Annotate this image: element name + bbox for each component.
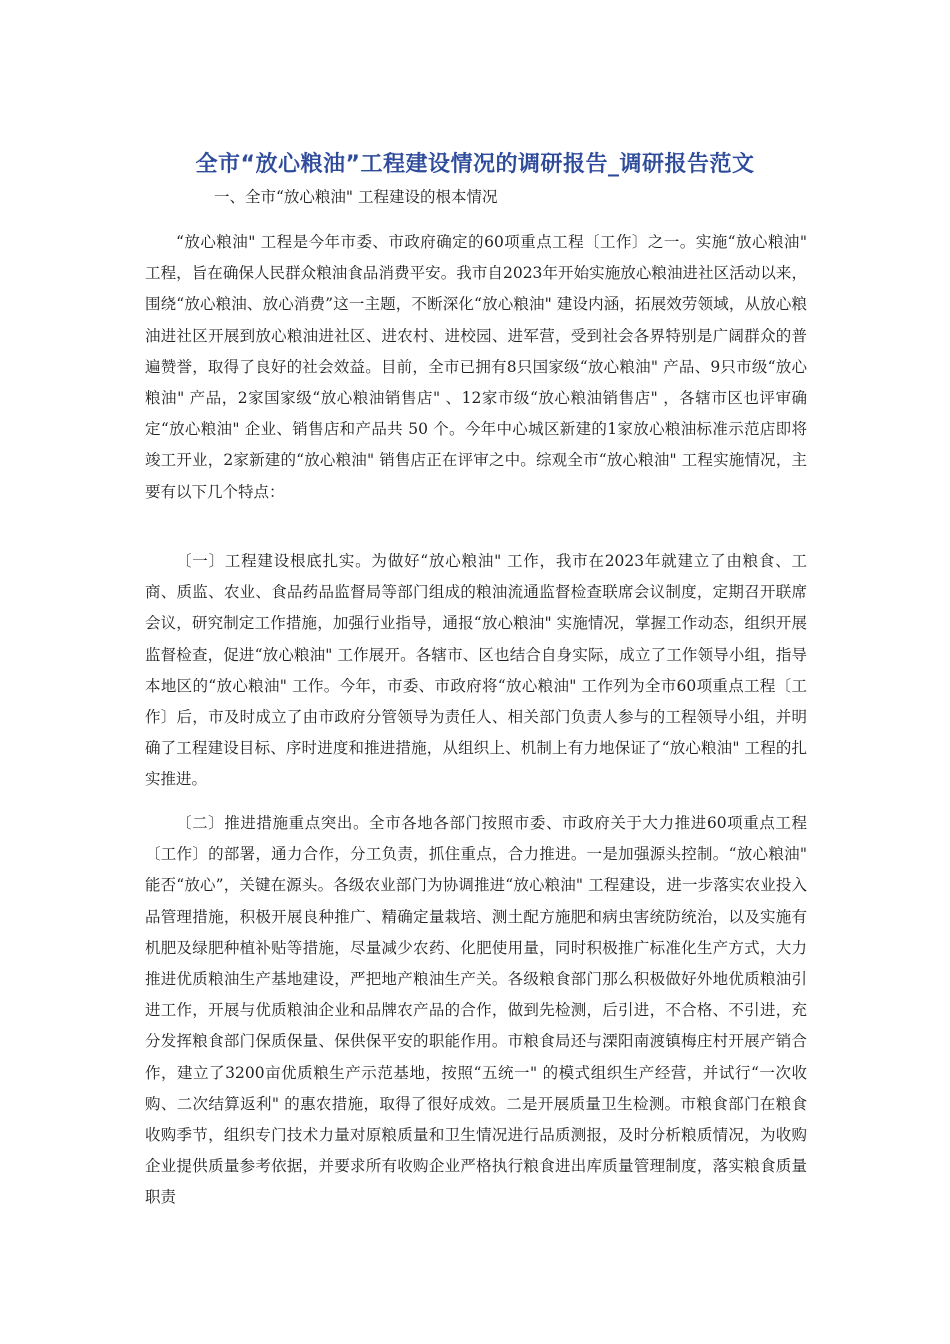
- paragraph-overview: “放心粮油" 工程是今年市委、市政府确定的60项重点工程〔工作〕之一。实施“放心粮油" 工程，旨在确保人民群众粮油食品消费平安。我市自2023年开始实施放心粮油进社区活动以来，围绕“放心粮油、放心消费”这一主题，不断深化“放心粮油" 建设内涵，拓展效劳领域，从放心粮油进社区开展到放心粮油进社区、进农村、进校园、进军营，受到社会各界特别是广阔群众的普遍赞誉，取得了良好的社会效益。目前，全市已拥有8只国家级“放心粮油" 产品、9只市级“放心粮油" 产品，2家国家级“放心粮油销售店" 、12家市级“放心粮油销售店" ，各辖市区也评审确定“放心粮油" 企业、销售店和产品共 50 个。今年中心城区新建的1家放心粮油标准示范店即将竣工开业，2家新建的“放心粮油" 销售店正在评审之中。综观全市“放心粮油" 工程实施情况，主要有以下几个特点：: [145, 233, 807, 501]
- section-heading: 一、全市“放心粮油" 工程建设的根本情况: [214, 188, 498, 206]
- paragraph-foundation: 〔一〕工程建设根底扎实。为做好“放心粮油" 工作，我市在2023年就建立了由粮食、工商、质监、农业、食品药品监督局等部门组成的粮油流通监督检查联席会议制度，定期召开联席会议，研究制定工作措施，加强行业指导，通报“放心粮油" 实施情况，掌握工作动态，组织开展监督检查，促进“放心粮油" 工作展开。各辖市、区也结合自身实际，成立了工作领导小组，指导本地区的“放心粮油" 工作。今年，市委、市政府将“放心粮油" 工作列为全市60项重点工程〔工作〕后，市及时成立了由市政府分管领导为责任人、相关部门负责人参与的工程领导小组，并明确了工程建设目标、序时进度和推进措施，从组织上、机制上有力地保证了“放心粮油" 工程的扎实推进。: [145, 552, 807, 789]
- paragraph-measures: 〔二〕推进措施重点突出。全市各地各部门按照市委、市政府关于大力推进60项重点工程〔工作〕的部署，通力合作，分工负责，抓住重点，合力推进。一是加强源头控制。“放心粮油" 能否“放心”，关键在源头。各级农业部门为协调推进“放心粮油" 工程建设，进一步落实农业投入品管理措施，积极开展良种推广、精确定量栽培、测土配方施肥和病虫害统防统治，以及实施有机肥及绿肥种植补贴等措施，尽量减少农药、化肥使用量，同时积极推广标准化生产方式，大力推进优质粮油生产基地建设，严把地产粮油生产关。各级粮食部门那么积极做好外地优质粮油引进工作，开展与优质粮油企业和品牌农产品的合作，做到先检测，后引进，不合格、不引进，充分发挥粮食部门保质保量、保供保平安的职能作用。市粮食局还与溧阳南渡镇梅庄村开展产销合作，建立了3200亩优质粮生产示范基地，按照“五统一" 的模式组织生产经营，并试行“一次收购、二次结算返利" 的惠农措施，取得了很好成效。二是开展质量卫生检测。市粮食部门在粮食收购季节，组织专门技术力量对原粮质量和卫生情况进行品质测报，及时分析粮质情况，为收购企业提供质量参考依据，并要求所有收购企业严格执行粮食进出库质量管理制度，落实粮食质量职责: [145, 814, 807, 1207]
- document-title: 全市“放心粮油”工程建设情况的调研报告_调研报告范文: [195, 151, 755, 177]
